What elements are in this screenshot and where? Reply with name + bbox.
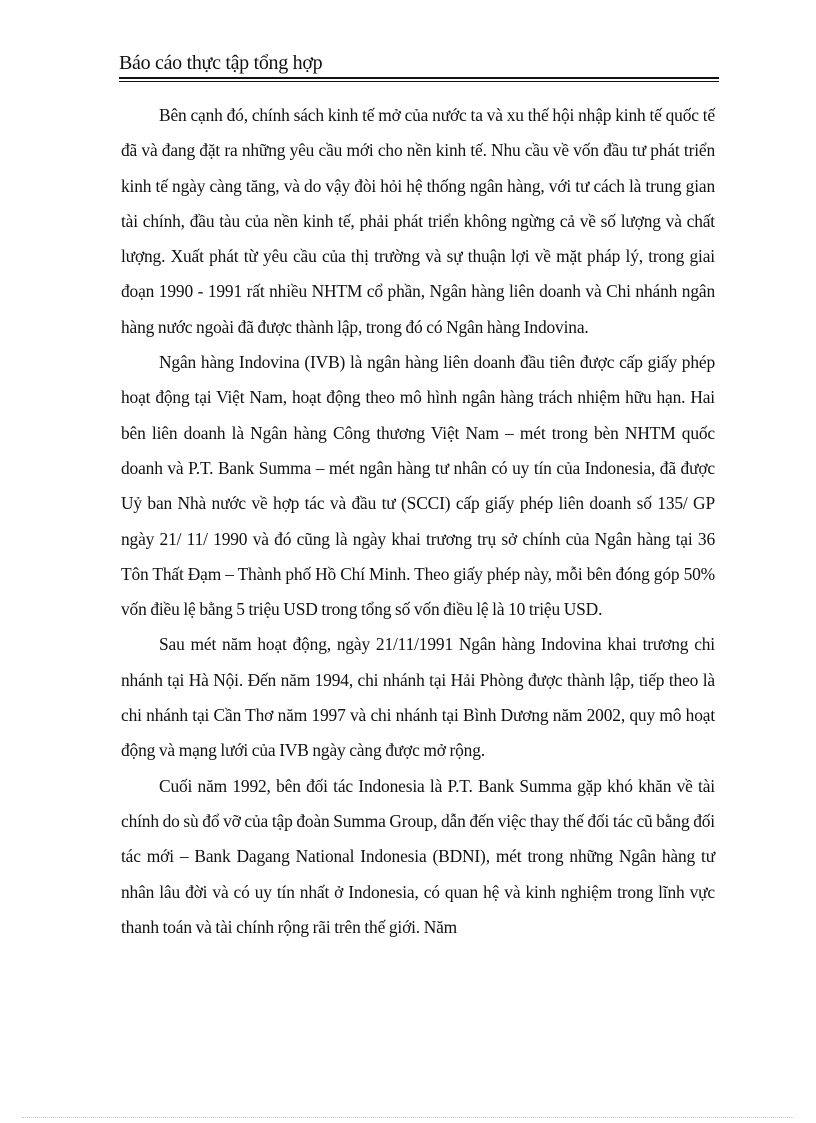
paragraph-4: Cuối năm 1992, bên đối tác Indonesia là P.T. Bank Summa gặp khó khăn về tài chính do sù đổ vỡ của tập đoàn Summa Group, dẫn đến việc thay thế đối tác cũ bằng đối tác mới – Bank Dagang National Indonesia (BDNI), mét trong những Ngân hàng tư nhân lâu đời và có uy tín nhất ở Indonesia, có quan hệ và kinh nghiệm trong lĩnh vực thanh toán và tài chính rộng rãi trên thế giới. Năm (121, 775, 715, 937)
page-bottom-divider (22, 1117, 794, 1118)
document-body (121, 98, 715, 945)
paragraph-1: Bên cạnh đó, chính sách kinh tế mở của nước ta và xu thế hội nhập kinh tế quốc tế đã và đang đặt ra những yêu cầu mới cho nền kinh tế. Nhu cầu về vốn đầu tư phát triển kinh tế ngày càng tăng, và do vậy đòi hỏi hệ thống ngân hàng, với tư cách là trung gian tài chính, đầu tàu của nền kinh tế, phải phát triển không ngừng cả về số lượng và chất lượng. Xuất phát từ yêu cầu của thị trường và sự thuận lợi về mặt pháp lý, trong giai đoạn 1990 - 1991 rất nhiều NHTM cổ phần, Ngân hàng liên doanh và Chi nhánh ngân hàng nước ngoài đã được thành lập, trong đó có Ngân hàng Indovina. (121, 105, 715, 337)
paragraph-2: Ngân hàng Indovina (IVB) là ngân hàng liên doanh đầu tiên được cấp giấy phép hoạt động tại Việt Nam, hoạt động theo mô hình ngân hàng trách nhiệm hữu hạn. Hai bên liên doanh là Ngân hàng Công thương Việt Nam – mét trong bèn NHTM quốc doanh và P.T. Bank Summa – mét ngân hàng tư nhân có uy tín của Indonesia, đã được Uỷ ban Nhà nước về hợp tác và đầu tư (SCCI) cấp giấy phép liên doanh số 135/ GP ngày 21/ 11/ 1990 và đó cũng là ngày khai trương trụ sở chính của Ngân hàng tại 36 Tôn Thất Đạm – Thành phố Hồ Chí Minh. Theo giấy phép này, mỗi bên đóng góp 50% vốn điều lệ bằng 5 triệu USD trong tổng số vốn điều lệ là 10 triệu USD. (121, 352, 715, 620)
page-header (119, 50, 719, 76)
paragraph-3: Sau mét năm hoạt động, ngày 21/11/1991 Ngân hàng Indovina khai trương chi nhánh tại Hà Nội. Đến năm 1994, chi nhánh tại Hải Phòng được thành lập, tiếp theo là chi nhánh tại Cần Thơ năm 1997 và chi nhánh tại Bình Dương năm 2002, quy mô hoạt động và mạng lưới của IVB ngày càng được mở rộng. (121, 634, 715, 761)
header-rule-thin (119, 81, 719, 82)
header-title: Báo cáo thực tập tổng hợp (119, 52, 323, 74)
header-rule (119, 77, 719, 79)
